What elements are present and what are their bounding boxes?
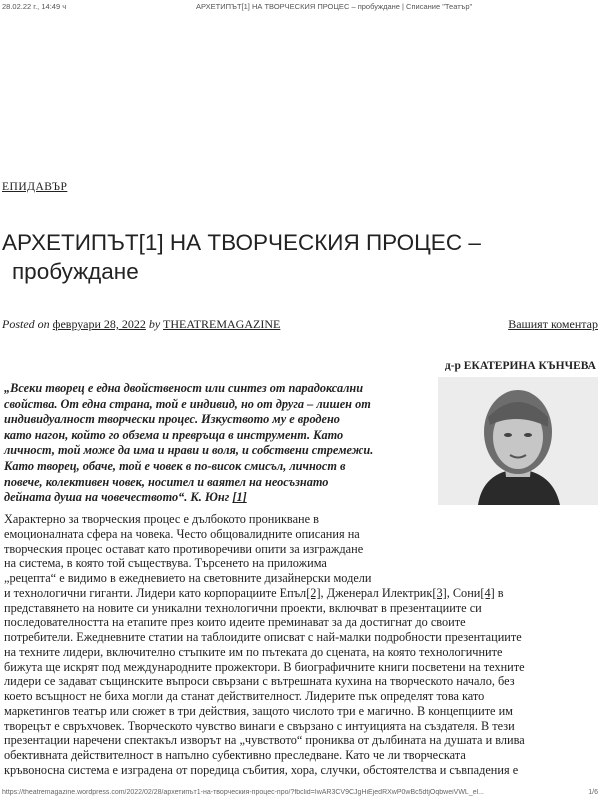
- article-body: [4, 512, 525, 778]
- body-text: в: [494, 585, 504, 600]
- body-text: и технологични гиганти. Лидери като корпорациите Епъл: [4, 585, 307, 600]
- body-line: обективната действителност в напълно субективно преследване. Като че ли творческата: [4, 748, 466, 762]
- title-line: АРХЕТИПЪТ[1] НА ТВОРЧЕСКИЯ ПРОЦЕС –: [2, 230, 481, 255]
- body-line: бижута ще искрят под международните прожектори. В биографичните книги посветени на техните: [4, 659, 525, 674]
- quote-line: свойства. От една страна, той е индивид, но от друга – лишен от: [4, 396, 371, 411]
- quote-line: като нагон, който го обзема и превръща в инструмент. Като: [4, 427, 344, 442]
- post-date-link[interactable]: февруари 28, 2022: [52, 317, 146, 331]
- body-text: , Сони: [446, 585, 481, 600]
- body-line: маркетингов театър или сюжет в три действия, защото числото три е магично. В концепциите им: [4, 703, 513, 718]
- body-line: на техните лидери, включително стъпките им по пътеката до сцената, на която технологичните: [4, 644, 503, 659]
- title-line: пробуждане: [12, 259, 139, 284]
- body-line: лидери се задават същинските въпроси свързани с вътрешната кухина на творческото начало, без: [4, 674, 515, 689]
- print-page-title: АРХЕТИПЪТ[1] НА ТВОРЧЕСКИЯ ПРОЦЕС – пробуждане | Списание "Театър": [196, 2, 473, 11]
- posted-on-label: Posted on: [2, 317, 50, 331]
- quote-line: повече, колективен човек, носител и ваятел на неосъзнато: [4, 474, 329, 489]
- epigraph-quote: [4, 381, 373, 506]
- footnote-link-3[interactable]: [3]: [432, 585, 447, 600]
- author-link[interactable]: THEATREMAGAZINE: [163, 317, 281, 331]
- footnote-link-1[interactable]: [1]: [232, 490, 247, 505]
- body-line: на система, в която той съществува. Търсенето на приложима: [4, 556, 327, 571]
- quote-line: Като творец, обаче, той е човек в по-висок смисъл, личност в: [4, 458, 346, 473]
- print-footer-url: https://theatremagazine.wordpress.com/2022/02/28/архетипът1-на-творческия-процес-про/?fbclid=IwAR3CV9CJgHiEjedRXwP0wBc5dtjOqbweiVWL_el...: [2, 789, 484, 796]
- body-line: емоционалната сфера на човека. Често общовалидните описания на: [4, 526, 360, 541]
- body-line: [4, 586, 525, 601]
- category-link[interactable]: ЕПИДАВЪР: [2, 181, 68, 193]
- body-line: което всъщност не биха могли да станат действителност. Лидерите пък определят това като: [4, 689, 485, 703]
- body-line: кръвоносна система е изградена от поредица събития, хора, случки, обстоятелства и съвпадения е: [4, 762, 519, 777]
- comment-link[interactable]: Вашият коментар: [508, 317, 598, 331]
- print-page-number: 1/6: [588, 789, 598, 796]
- author-photo: [438, 377, 598, 505]
- body-line: презентации наречени спектакъл изворът на „чувството“ прониква от дълбината на душата и влива: [4, 733, 525, 748]
- by-label: by: [148, 317, 161, 331]
- quote-line: дейната душа на човечеството“. К. Юнг: [4, 490, 233, 505]
- body-line: последователността на етапите през които идеите преминават за да достигнат до своите: [4, 615, 466, 630]
- body-line: потребители. Ежедневните статии на таблоидите описват с най-малки подробности презентациите: [4, 630, 522, 644]
- article-author: д-р ЕКАТЕРИНА КЪНЧЕВА: [444, 360, 596, 372]
- body-line: „рецепта“ е видимо в ежедневието на световните дизайнерски модели: [4, 571, 372, 585]
- footnote-link-2[interactable]: [2]: [306, 585, 321, 600]
- print-datetime: 28.02.22 г., 14:49 ч: [2, 2, 67, 11]
- post-meta: [2, 317, 280, 332]
- quote-line: „Всеки творец е една двойственост или синтез от парадоксални: [4, 381, 364, 395]
- body-line: творческия процес остават като противоречиви опити за изграждане: [4, 541, 364, 556]
- body-line: Характерно за творческия процес е дълбокото проникване в: [4, 512, 319, 526]
- quote-line: индивидуалност творчески процес. Изкуството му е вродено: [4, 412, 340, 427]
- quote-line: личност, той може да има и нрави и воля, и собствени стремежи.: [4, 443, 374, 458]
- body-line: творецът е свръхчовек. Творческото чувство винаги е свързано с интуицията на създателя. В тези: [4, 718, 515, 733]
- body-text: , Дженерал Илектрик: [320, 585, 433, 600]
- article-title: [2, 228, 481, 286]
- body-line: представянето на новите си уникални технологични проекти, включват в презентациите си: [4, 600, 482, 615]
- footnote-link-4[interactable]: [4]: [480, 585, 495, 600]
